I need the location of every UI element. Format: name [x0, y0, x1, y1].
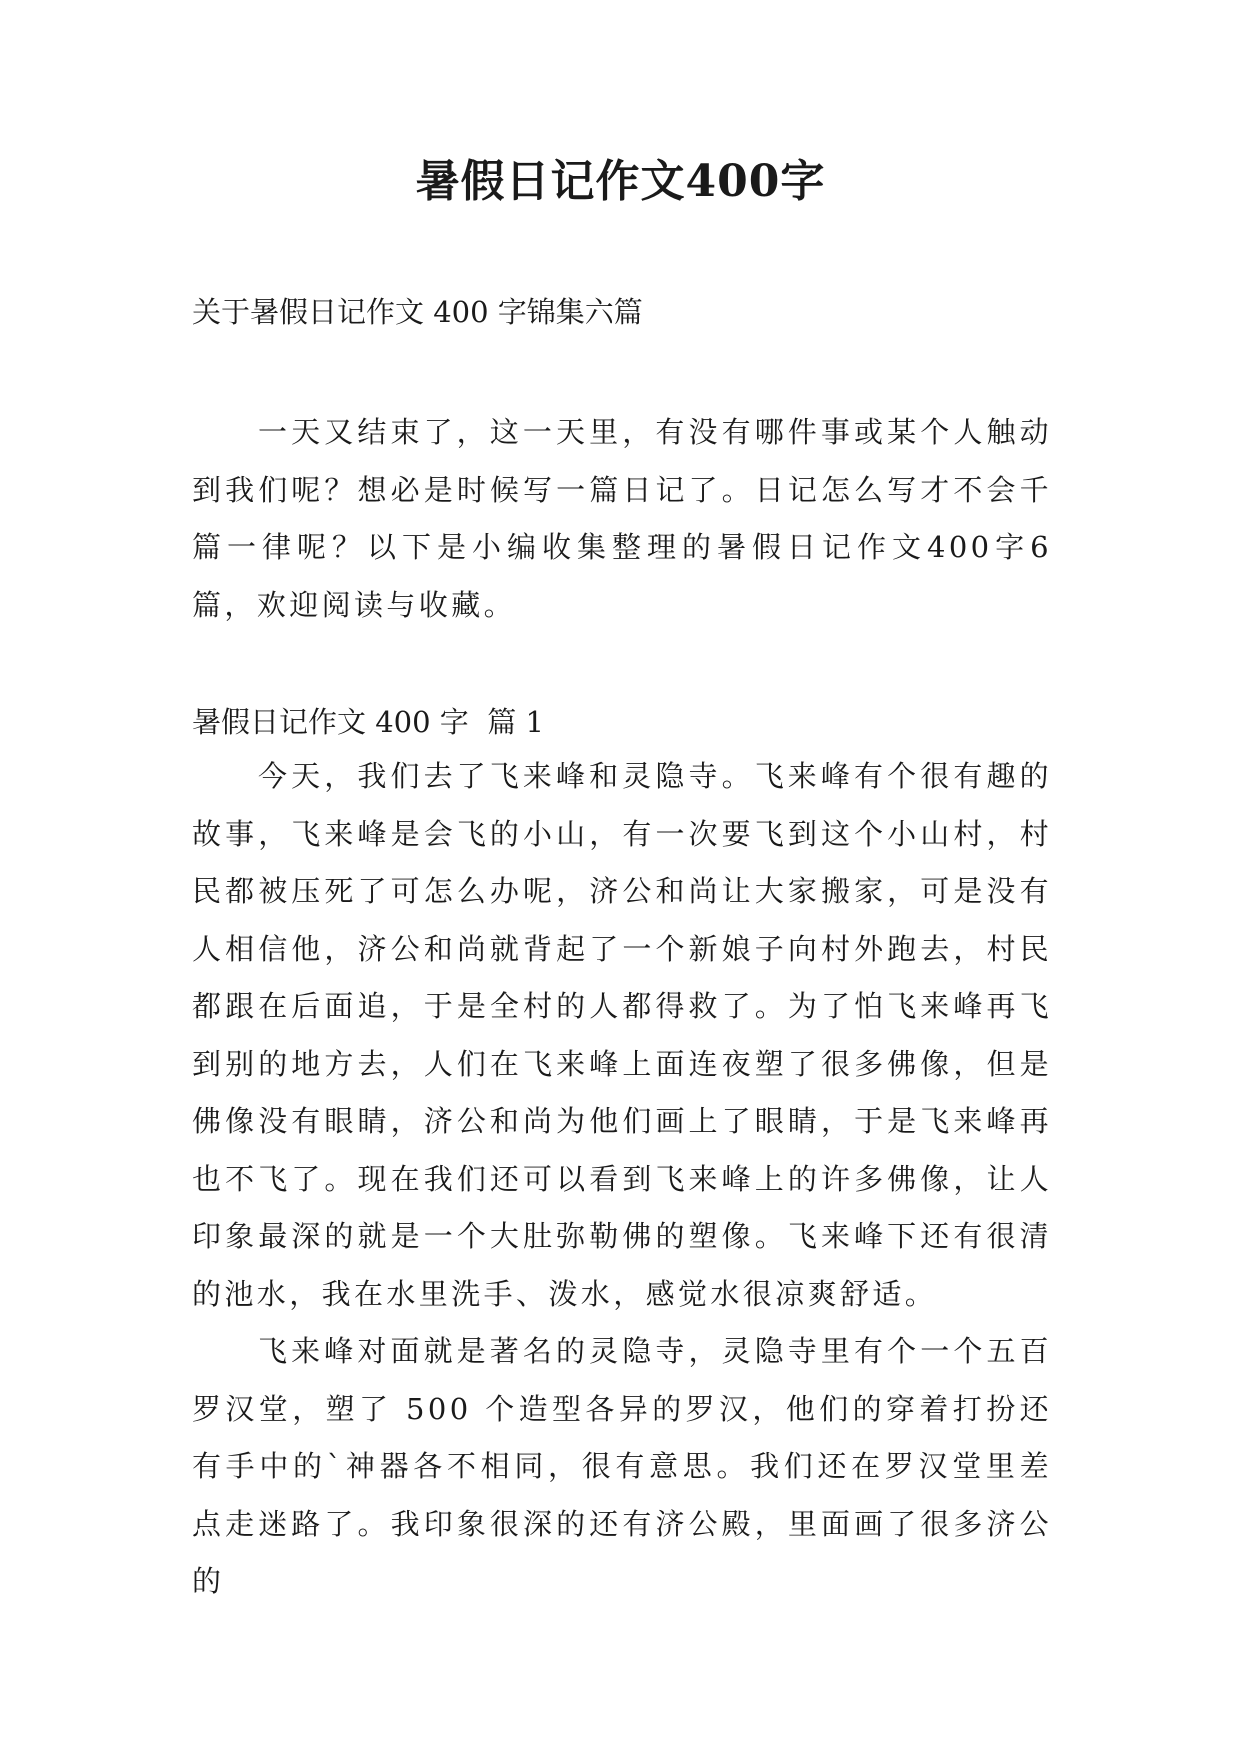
document-title: 暑假日记作文400字: [415, 156, 826, 207]
intro-paragraph: 一天又结束了，这一天里，有没有哪件事或某个人触动到我们呢？想必是时候写一篇日记了。日记怎么写才不会千篇一律呢？以下是小编收集整理的暑假日记作文400字6篇，欢迎阅读与收藏。: [192, 415, 1052, 622]
section-paragraph-1: 今天，我们去了飞来峰和灵隐寺。飞来峰有个很有趣的故事，飞来峰是会飞的小山，有一次要飞到这个小山村，村民都被压死了可怎么办呢，济公和尚让大家搬家，可是没有人相信他，济公和尚就背起了一个新娘子向村外跑去，村民都跟在后面追，于是全村的人都得救了。为了怕飞来峰再飞到别的地方去，人们在飞来峰上面连夜塑了很多佛像，但是佛像没有眼睛，济公和尚为他们画上了眼睛，于是飞来峰再也不飞了。现在我们还可以看到飞来峰上的许多佛像，让人印象最深的就是一个大肚弥勒佛的塑像。飞来峰下还有很清的池水，我在水里洗手、泼水，感觉水很凉爽舒适。: [192, 759, 1052, 1311]
intro-block: [192, 404, 1052, 634]
document-subtitle: 关于暑假日记作文 400 字锦集六篇: [192, 295, 643, 329]
section-paragraph-2: 飞来峰对面就是著名的灵隐寺，灵隐寺里有个一个五百罗汉堂，塑了 500 个造型各异的罗汉，他们的穿着打扮还有手中的`神器各不相同，很有意思。我们还在罗汉堂里差点走迷路了。我印象很深的还有济公殿，里面画了很多济公的: [192, 1334, 1052, 1598]
section-heading: 暑假日记作文 400 字 篇 1: [192, 705, 544, 739]
section-body: [192, 748, 1052, 1611]
